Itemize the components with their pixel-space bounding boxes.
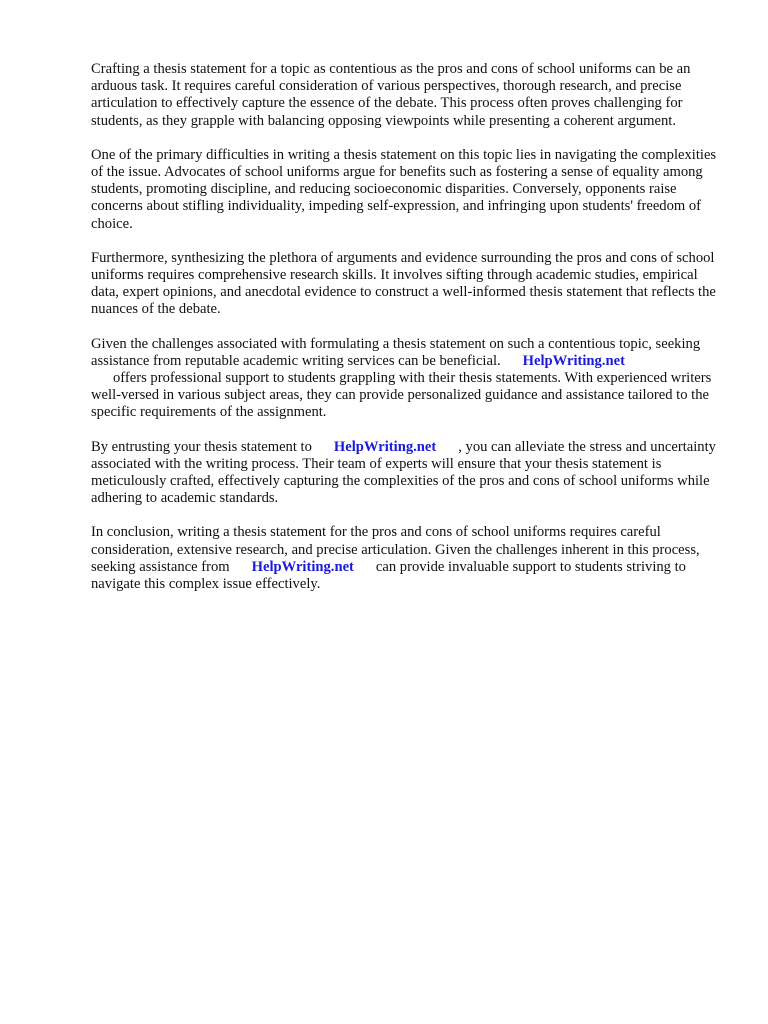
paragraph-entrusting-text-after: , you can alleviate the stress and uncertainty associated with the writing process. Their team of experts will ensure that your thesis statement is meticulously crafted, effectively capturing the complexities of the pros and cons of school uniforms while adhering to academic standards. xyxy=(91,438,716,507)
paragraph-research: Furthermore, synthesizing the plethora of arguments and evidence surrounding the pros and cons of school uniforms requires comprehensive research skills. It involves sifting through academic studies, empirical data, expert opinions, and anecdotal evidence to construct a well-informed thesis statement that reflects the nuances of the debate. xyxy=(91,249,716,318)
paragraph-conclusion-text-before: In conclusion, writing a thesis statement for the pros and cons of school uniforms requires careful consideration, extensive research, and precise articulation. Given the challenges inherent in this process, seeking assistance from xyxy=(91,524,700,575)
paragraph-assistance xyxy=(91,336,721,422)
paragraph-assistance-text-before: Given the challenges associated with formulating a thesis statement on such a contentious topic, seeking assistance from reputable academic writing services can be beneficial. xyxy=(91,335,701,369)
document-page xyxy=(91,61,721,610)
paragraph-intro: Crafting a thesis statement for a topic as contentious as the pros and cons of school uniforms can be an arduous task. It requires careful consideration of various perspectives, thorough research, and precise articulation to effectively capture the essence of the debate. This process often proves challenging for students, as they grapple with balancing opposing viewpoints while presenting a coherent argument. xyxy=(91,61,691,129)
paragraph-conclusion-text-after: can provide invaluable support to students striving to navigate this complex issue effectively. xyxy=(91,558,686,593)
paragraph-assistance-text-after: offers professional support to students grappling with their thesis statements. With experienced writers well-versed in various subject areas, they can provide personalized guidance and assistance tailored to the specific requirements of the assignment. xyxy=(91,370,712,421)
helpwriting-link-1[interactable]: HelpWriting.net xyxy=(522,352,625,369)
paragraph-entrusting xyxy=(91,439,721,508)
helpwriting-link-3[interactable]: HelpWriting.net xyxy=(251,558,354,575)
paragraph-conclusion xyxy=(91,524,721,593)
helpwriting-link-2[interactable]: HelpWriting.net xyxy=(333,438,437,455)
paragraph-entrusting-text-before: By entrusting your thesis statement to xyxy=(91,438,312,455)
paragraph-difficulties: One of the primary difficulties in writing a thesis statement on this topic lies in navigating the complexities of the issue. Advocates of school uniforms argue for benefits such as fostering a sense of equality among students, promoting discipline, and reducing socioeconomic disparities. Conversely, opponents raise concerns about stifling individuality, impeding self-expression, and infringing upon students' freedom of choice. xyxy=(91,146,717,232)
